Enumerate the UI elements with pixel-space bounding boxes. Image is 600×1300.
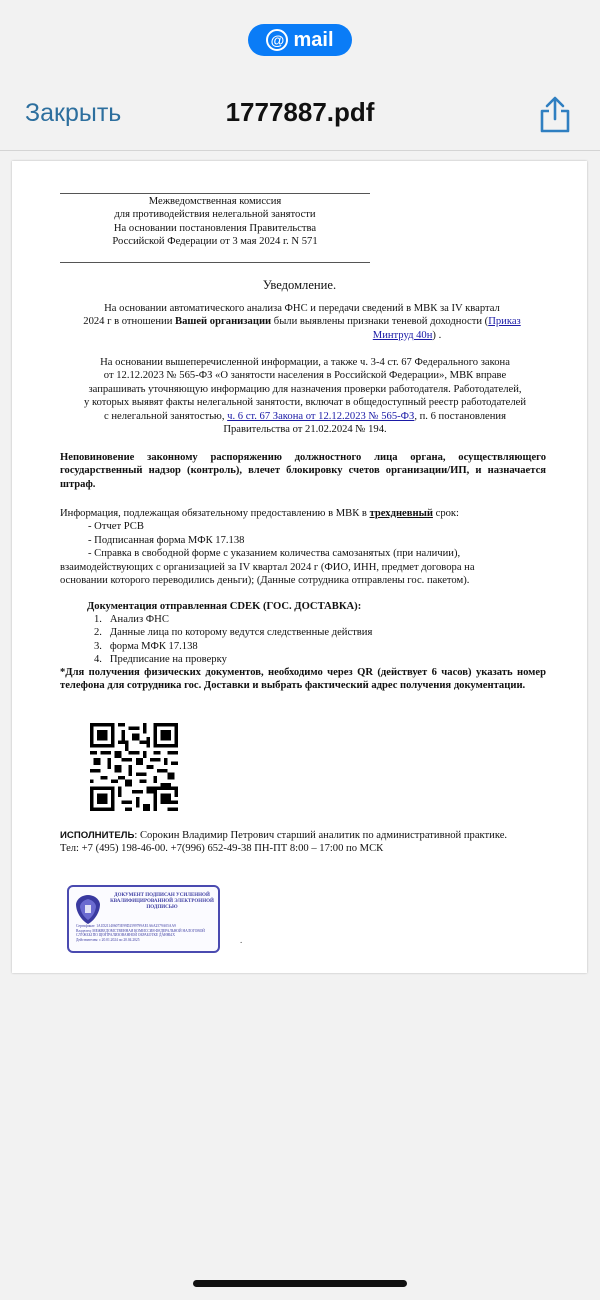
- header-rule-bottom: [60, 262, 370, 263]
- stamp-heading: ДОКУМЕНТ ПОДПИСАН УСИЛЕННОЙ КВАЛИФИЦИРОВАННОЙ ЭЛЕКТРОННОЙ ПОДПИСЬЮ: [110, 893, 214, 910]
- docs-heading: Документация отправленная CDEK (ГОС. ДОСТАВКА):: [87, 601, 362, 612]
- header-line: На основании постановления Правительства: [113, 222, 317, 234]
- docs-list-item: 4. Предписание на проверку: [94, 654, 227, 666]
- executor-line: [60, 829, 570, 842]
- paragraph-legal-basis: [50, 356, 560, 436]
- stamp-validity: Действителен: с 20.01.2024 по 20.04.2025: [76, 937, 140, 942]
- executor-phones: Тел: +7 (495) 198-46-00. +7(996) 652-49-38 ПН-ПТ 8:00 – 17:00 по МСК: [60, 843, 384, 855]
- text-line: у которых выявят факты нелегальной занятости, включат в общедоступный реестр работодателей: [84, 397, 526, 409]
- qr-code-icon[interactable]: [90, 723, 178, 811]
- stamp-owner: Владелец: МЕЖВЕДОМСТВЕННАЯ КОМИССИЯ ФЕДЕРАЛЬНОЙ НАЛОГОВОЙ СЛУЖБЫ ПО ЦЕНТРАЛИЗОВАННОЙ ОБРАБОТКЕ ДАННЫХ: [76, 928, 205, 938]
- executor-label: ИСПОЛНИТЕЛЬ: [60, 830, 135, 841]
- text-span: ) .: [432, 329, 442, 341]
- notice-title: Уведомление.: [262, 278, 337, 292]
- share-icon[interactable]: [538, 96, 572, 134]
- pdf-page[interactable]: [12, 161, 587, 973]
- mail-label: mail: [293, 28, 334, 51]
- home-indicator[interactable]: [193, 1280, 407, 1287]
- law-link[interactable]: ч. 6 ст. 67 Закона от 12.12.2023 № 565-ФЗ: [227, 410, 415, 422]
- text-line: запрашивать уточняющую информацию для назначения проверки работодателя. Работодателей,: [88, 383, 522, 395]
- stamp-certificate: Сертификат: 1A1D211406075E99D2599799AE1A6A2579A05AA9: [76, 924, 176, 928]
- order-link-cont[interactable]: Минтруд 40н: [372, 329, 433, 341]
- text-span: 2024 г в отношении: [83, 316, 176, 328]
- text-span: с нелегальной занятостью,: [104, 410, 228, 422]
- text-line: [60, 507, 560, 520]
- text-line: На основании автоматического анализа ФНС и передачи сведений в МВК за IV квартал: [104, 303, 500, 314]
- text-span: , п. 6 постановления: [414, 410, 506, 422]
- required-info-block: [60, 507, 560, 587]
- header-line: Межведомственная комиссия: [148, 196, 282, 207]
- organization-bold: Вашей организации: [175, 316, 272, 328]
- top-bar: [0, 0, 600, 151]
- docs-list: [94, 613, 554, 667]
- close-button[interactable]: Закрыть: [25, 99, 122, 127]
- list-item: - Справка в свободной форме с указанием количества самозанятых (при наличии),: [88, 548, 461, 560]
- mail-app-button[interactable]: [248, 24, 352, 56]
- text-line: от 12.12.2023 № 565-ФЗ «О занятости населения в Российской Федерации», МВК вправе: [103, 370, 507, 382]
- text-line: [52, 315, 552, 328]
- file-name-title: 1777887.pdf: [225, 97, 375, 127]
- stamp-details: [76, 924, 216, 942]
- header-line: Российской Федерации от 3 мая 2024 г. N 571: [112, 236, 318, 248]
- text-line: [50, 410, 560, 423]
- at-icon: @: [266, 29, 288, 51]
- deadline-underlined: трехдневный: [369, 508, 433, 519]
- header-line: для противодействия нелегальной занятости: [114, 209, 316, 221]
- text-line: Правительства от 21.02.2024 № 194.: [223, 424, 387, 436]
- qr-note: *Для получения физических документов, необходимо через QR (действует 6 часов) указать номер телефона для сотрудника гос. Доставки и выбрать фактический адрес получения документации.: [60, 667, 546, 692]
- text-span: были выявлены признаки теневой доходности (: [271, 316, 489, 328]
- coat-of-arms-icon: [73, 892, 103, 926]
- paragraph-analysis: [52, 302, 552, 342]
- executor-block: [60, 829, 570, 856]
- docs-list-item: 1. Анализ ФНС: [94, 614, 169, 625]
- docs-list-item: 3. форма МФК 17.138: [94, 640, 198, 652]
- stray-dot: .: [240, 935, 243, 945]
- list-item: - Подписанная форма МФК 17.138: [88, 534, 245, 546]
- e-signature-stamp: [67, 885, 220, 953]
- text-line: На основании вышеперечисленной информации, а также ч. 3-4 ст. 67 Федерального закона: [100, 357, 510, 368]
- order-link[interactable]: Приказ: [488, 316, 521, 328]
- list-item-cont: основании которого переводились деньги); (Данные сотрудника отправлены гос. пакетом).: [60, 575, 470, 587]
- text-span: срок:: [432, 508, 460, 519]
- list-item: - Отчет РСВ: [88, 521, 144, 533]
- issuer-header: [60, 195, 370, 249]
- text-line: [52, 329, 552, 342]
- text-span: Информация, подлежащая обязательному предоставлению в МВК в: [60, 508, 370, 519]
- warning-paragraph: Неповиновение законному распоряжению должностного лица органа, осуществляющего государственный надзор (контроль), влечет блокировку счетов организации/ИП, и назначается штраф.: [60, 452, 546, 490]
- docs-list-item: 2. Данные лица по которому ведутся следственные действия: [94, 627, 373, 639]
- header-rule-top: [60, 193, 370, 194]
- list-item-cont: взаимодействующих с организацией за IV квартал 2024 г (ФИО, ИНН, предмет договора на: [60, 561, 475, 573]
- executor-name: : Сорокин Владимир Петрович старший аналитик по административной практике.: [134, 830, 508, 841]
